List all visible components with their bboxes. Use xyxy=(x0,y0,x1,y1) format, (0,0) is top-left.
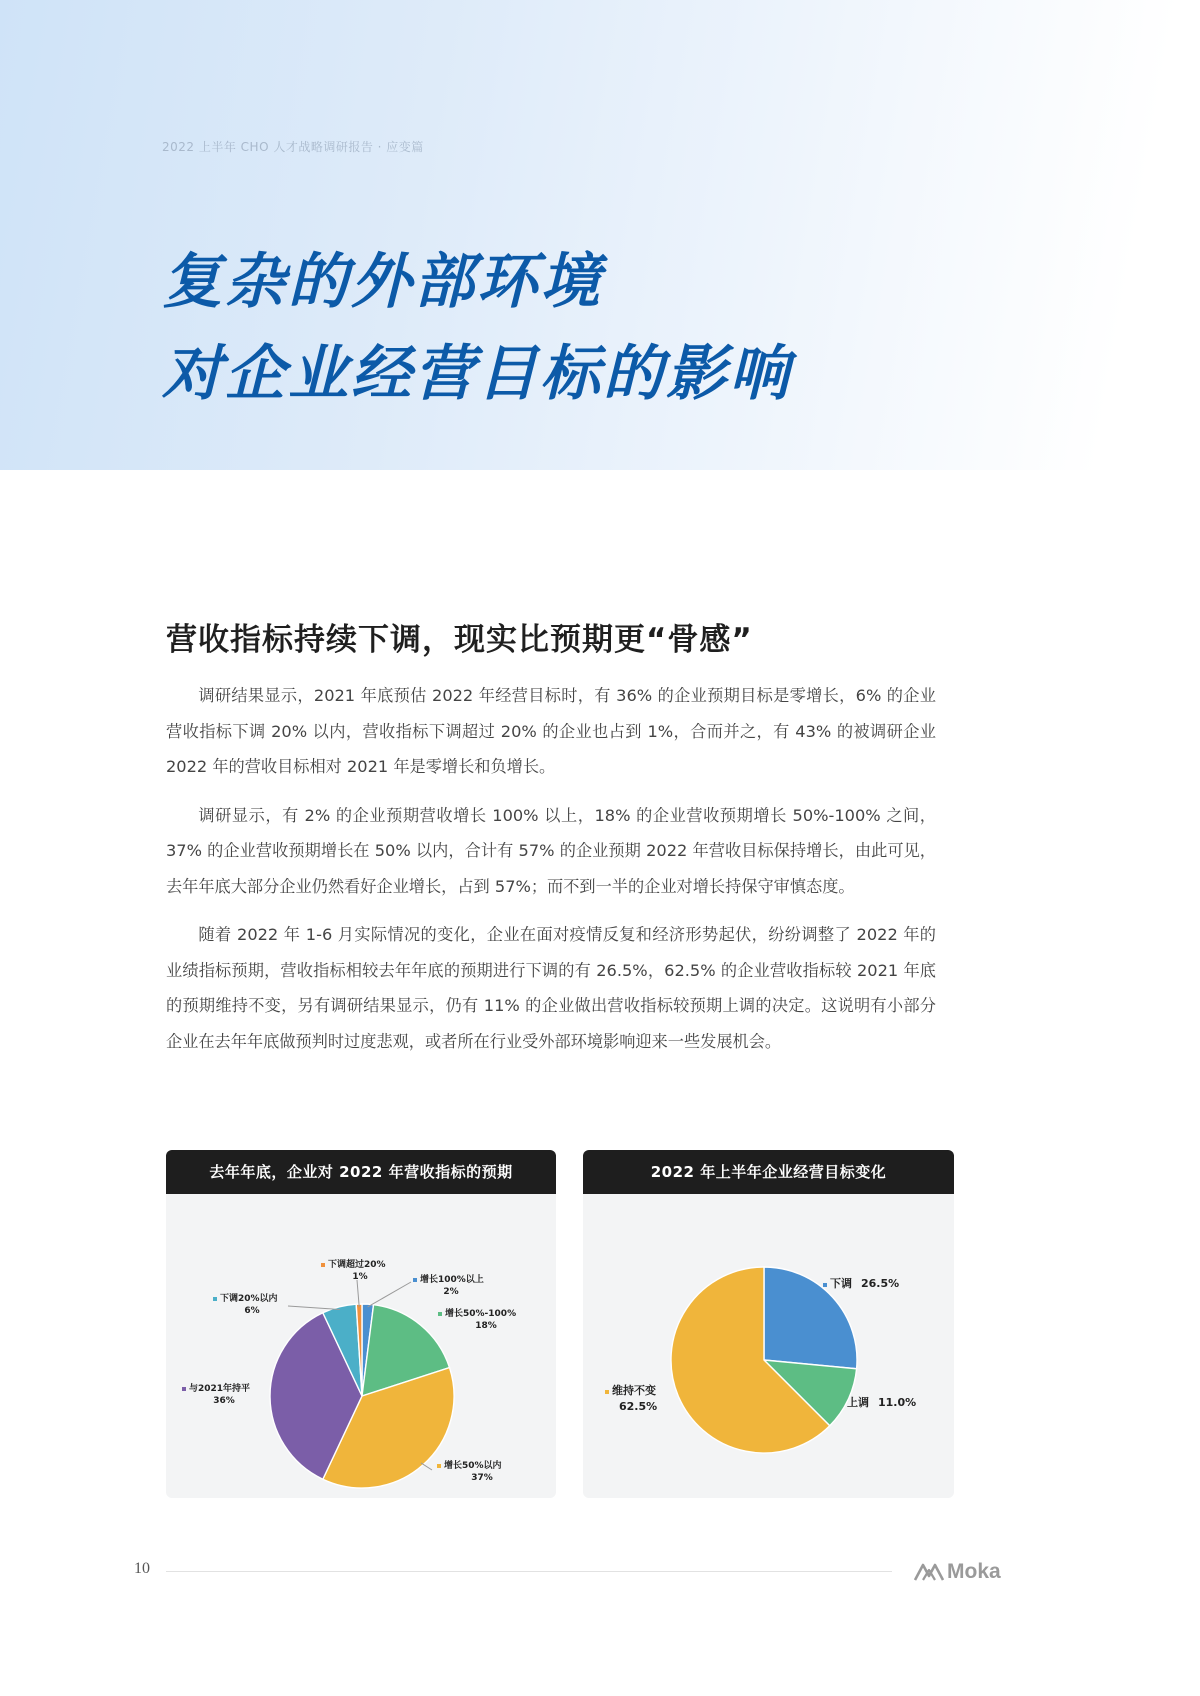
section-heading: 营收指标持续下调，现实比预期更“骨感” xyxy=(166,622,753,658)
slice-value-5: 1% xyxy=(352,1272,368,1282)
slice-value-0: 2% xyxy=(443,1287,459,1297)
page-number: 10 xyxy=(134,1560,150,1577)
leader-line-5 xyxy=(357,1280,359,1307)
running-head: 2022 上半年 CHO 人才战略调研报告 · 应变篇 xyxy=(162,140,424,154)
legend-marker-1 xyxy=(438,1312,442,1316)
chart-title-change: 2022 年上半年企业经营目标变化 xyxy=(583,1150,954,1194)
slice-value-3: 36% xyxy=(213,1396,235,1406)
leader-line-0 xyxy=(368,1282,411,1307)
moka-logo-icon xyxy=(914,1562,944,1582)
legend-marker-5 xyxy=(321,1263,325,1267)
pie-chart-expectation xyxy=(166,1194,556,1498)
slice-label-1: 上调 xyxy=(847,1396,869,1409)
legend-marker-3 xyxy=(182,1387,186,1391)
paragraph-2: 调研显示，有 2% 的企业预期营收增长 100% 以上，18% 的企业营收预期增长 50%-100% 之间，37% 的企业营收预期增长在 50% 以内，合计有 57% 的企业预期 2022 年营收目标保持增长，由此可见，去年年底大部分企业仍然看好企业增长，占到 57%；而不到一半的企业对增长持保守审慎态度。 xyxy=(166,805,936,896)
slice-label-5: 下调超过20% xyxy=(328,1260,386,1270)
slice-value-1: 11.0% xyxy=(878,1396,917,1409)
leader-line-4 xyxy=(288,1306,340,1310)
moka-logo xyxy=(914,1560,1001,1584)
body-text xyxy=(166,678,936,1072)
paragraph-1: 调研结果显示，2021 年底预估 2022 年经营目标时，有 36% 的企业预期目标是零增长，6% 的企业营收指标下调 20% 以内，营收指标下调超过 20% 的企业也占到 1%，合而并之，有 43% 的被调研企业 2022 年的营收目标相对 2021 年是零增长和负增长。 xyxy=(166,686,936,776)
page-title-line-1: 复杂的外部环境 xyxy=(162,247,603,317)
slice-label-4: 下调20%以内 xyxy=(220,1294,278,1304)
chart-title-expectation: 去年年底，企业对 2022 年营收指标的预期 xyxy=(166,1150,556,1194)
legend-marker-0 xyxy=(413,1278,417,1282)
chart-card-change xyxy=(583,1150,954,1498)
legend-marker-0 xyxy=(823,1283,827,1287)
chart-card-expectation xyxy=(166,1150,556,1498)
slice-value-2: 62.5% xyxy=(619,1400,658,1413)
slice-label-1: 增长50%-100% xyxy=(445,1309,517,1319)
moka-logo-text: Moka xyxy=(947,1560,1001,1583)
paragraph-3: 随着 2022 年 1-6 月实际情况的变化，企业在面对疫情反复和经济形势起伏，纷纷调整了 2022 年的业绩指标预期，营收指标相较去年年底的预期进行下调的有 26.5%，62.5% 的企业营收指标较 2021 年底的预期维持不变，另有调研结果显示，仍有 11% 的企业做出营收指标较预期上调的决定。这说明有小部分企业在去年年底做预判时过度悲观，或者所在行业受外部环境影响迎来一些发展机会。 xyxy=(166,925,936,1051)
legend-marker-2 xyxy=(437,1464,441,1468)
legend-marker-2 xyxy=(605,1390,609,1394)
slice-value-2: 37% xyxy=(471,1473,493,1483)
slice-value-4: 6% xyxy=(244,1306,260,1316)
slice-label-3: 与2021年持平 xyxy=(189,1384,251,1394)
slice-label-2: 增长50%以内 xyxy=(444,1461,502,1471)
page-title xyxy=(162,236,792,420)
leader-line-2 xyxy=(421,1463,432,1470)
slice-label-2: 维持不变 xyxy=(612,1384,656,1397)
slice-label-0: 下调 xyxy=(830,1277,852,1290)
hero-banner xyxy=(0,0,1200,470)
slice-label-0: 增长100%以上 xyxy=(420,1275,484,1285)
pie-chart-change xyxy=(583,1194,954,1498)
page-title-line-2: 对企业经营目标的影响 xyxy=(162,339,792,409)
slice-value-0: 26.5% xyxy=(861,1277,900,1290)
legend-marker-1 xyxy=(840,1402,844,1406)
footer-divider xyxy=(166,1571,892,1572)
legend-marker-4 xyxy=(213,1297,217,1301)
slice-value-1: 18% xyxy=(475,1321,497,1331)
